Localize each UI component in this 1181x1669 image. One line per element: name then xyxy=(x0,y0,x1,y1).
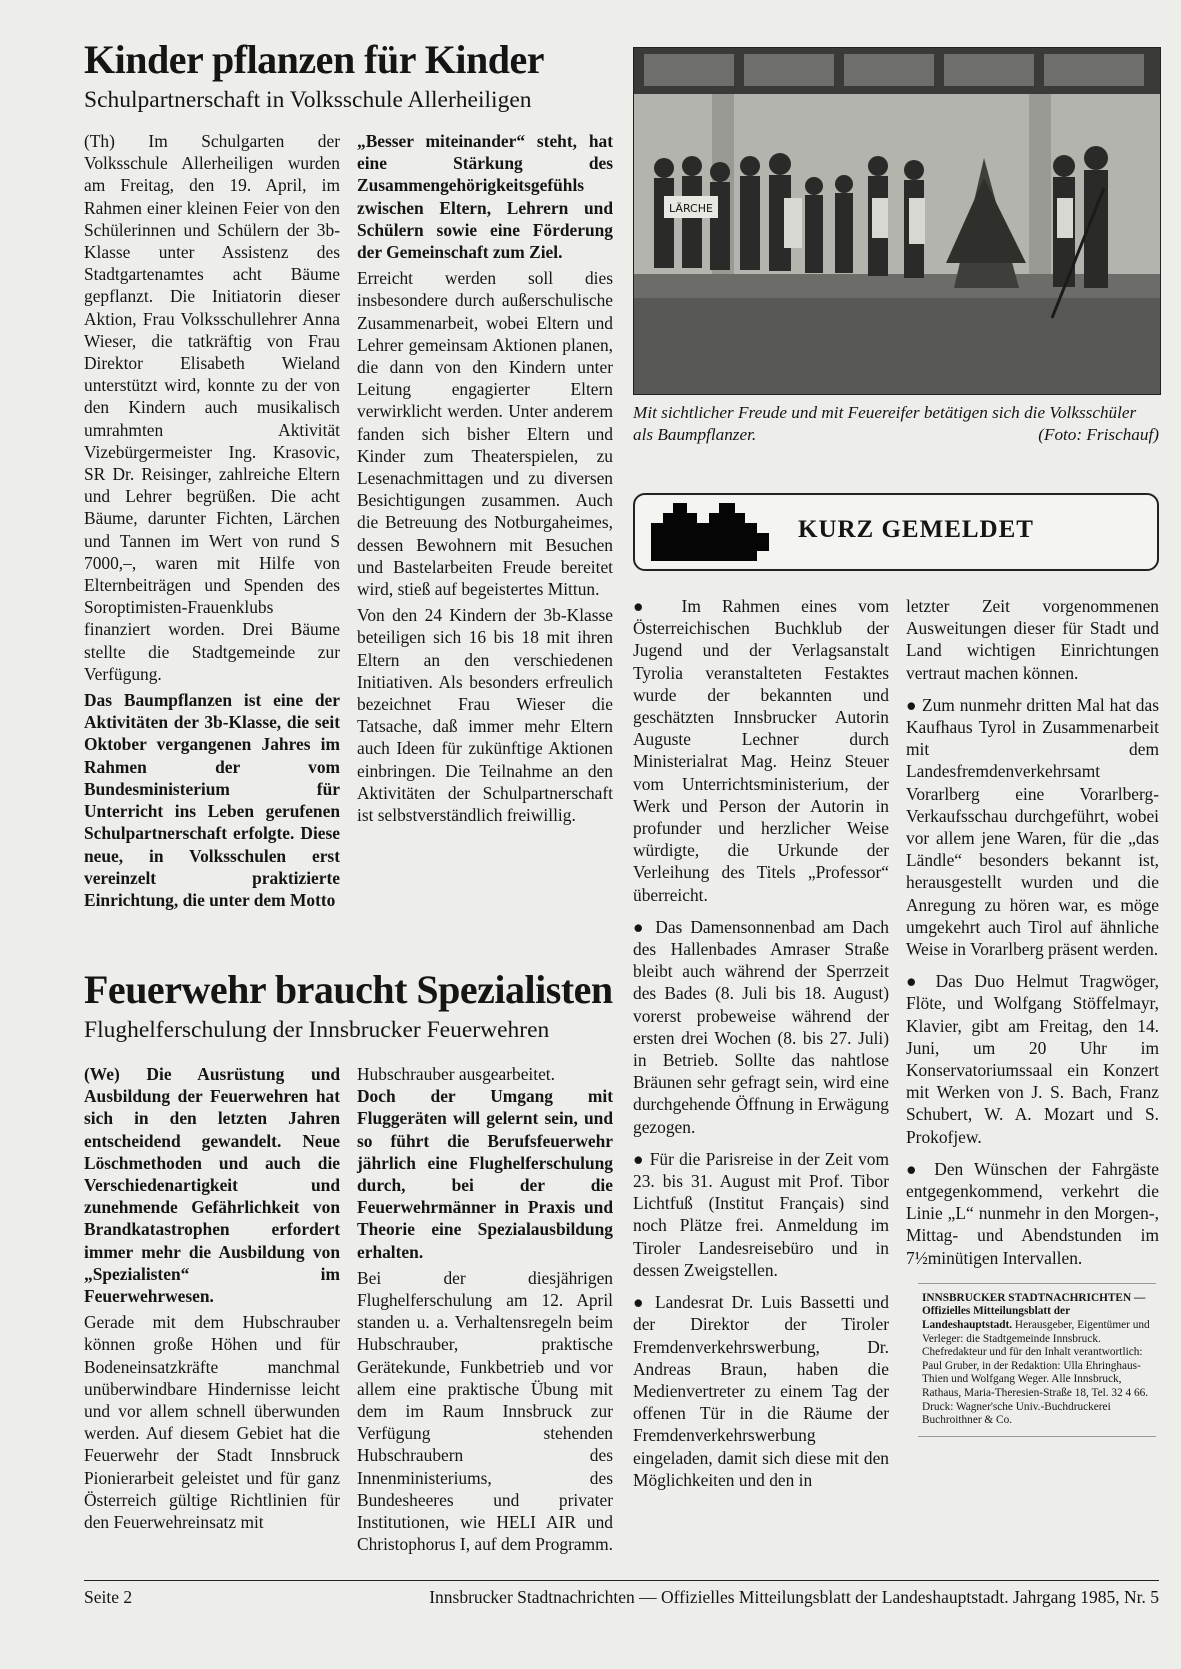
paragraph: (Th) Im Schulgarten der Volksschule Allerheiligen wurden am Freitag, den 19. April, im Rahmen einer kleinen Feier von den Schülerinnen und Schülern der 3b-Klasse unter Assistenz des Stadtgartenamtes acht Bäume gepflanzt. Die Initiatorin dieser Aktion, Frau Volksschullehrer Anna Wieser, die tatkräftig von Frau Direktor Elisabeth Wieland unterstützt wird, konnte zu der von den Kindern auch musikalisch umrahmten Aktivität Vizebürgermeister Ing. Krasovic, SR Dr. Reisinger, zahlreiche Eltern und Lehrer begrüßen. Die acht Bäume, darunter Fichten, Lärchen und Tannen im Wert von rund S 7000,–, waren mit Hilfe von Elternbeiträgen und Spenden des Soroptimisten-Frauenklubs finanziert worden. Drei Bäume stellte die Stadtgemeinde zur Verfügung. xyxy=(84,131,340,684)
kurz-item-text: Für die Parisreise in der Zeit vom 23. bis 31. August mit Prof. Tibor Lichtfuß (Institut Français) sind noch Plätze frei. Anmeldung im Tiroler Landesreisebüro und in dessen Zweigstellen. xyxy=(633,1148,889,1280)
kurz-column xyxy=(906,595,1159,1437)
kurz-item-text: Im Rahmen eines vom Österreichischen Buchklub der Jugend und der Verlagsanstalt Tyrolia veranstalteten Festaktes wurde der bekannten und geschätzten Innsbrucker Autorin Auguste Lechner durch Ministerialrat Mag. Heinz Steuer vom Unterrichtsministerium, der Werk und Person der Autorin in profunder und herzlicher Weise würdigte, die Urkunde der Verleihung des Titels „Professor“ überreicht. xyxy=(633,596,889,905)
impressum-title: INNSBRUCKER STADTNACHRICHTEN — Offizielles Mitteilungsblatt der Landeshauptstadt. xyxy=(922,1291,1146,1332)
kurz-item-text: Landesrat Dr. Luis Bassetti und der Direktor der Tiroler Fremdenverkehrswerbung, Dr. Andreas Braun, haben die Medienvertreter zu einem Tag der offenen Tür in die Räume der Fremdenverkehrswerbung eingeladen, damit sich diese mit den Möglichkeiten und den in xyxy=(633,1292,889,1490)
bullet-icon: ● xyxy=(906,971,924,992)
bullet-icon: ● xyxy=(906,1158,924,1179)
paragraph-bold: Doch der Umgang mit Fluggeräten will gelernt sein, und so führt die Berufsfeuerwehr jährlich eine Flughelferschulung durch, bei der die Feuerwehrmänner in Praxis und Theorie eine Spezialausbildung erhalten. xyxy=(357,1086,613,1262)
article-column xyxy=(357,1063,613,1559)
impressum-text: Herausgeber, Eigentümer und Verleger: die Stadtgemeinde Innsbruck. Chefredakteur und für den Inhalt verantwortlich: Paul Gruber, in der Redaktion: Ulla Ehringhaus-Thien und Wolfgang Weger. Alle Innsbruck, Rathaus, Maria-Theresien-Straße 18, Tel. 32 4 66. Druck: Wagner'sche Univ.-Buchdruckerei Buchroithner & Co. xyxy=(922,1319,1150,1427)
paragraph: Gerade mit dem Hubschrauber können große Höhen und für Bodeneinsatzkräfte manchmal unüberwindbare Hindernisse leicht und vor allem schnell überwunden werden. Auf diesem Gebiet hat die Feuerwehr der Stadt Innsbruck Pionierarbeit geleistet und für ganz Österreich gültige Richtlinien für den Feuerwehreinsatz mit xyxy=(84,1312,340,1533)
article-title: Kinder pflanzen für Kinder xyxy=(84,37,545,82)
footer-rule xyxy=(84,1580,1159,1581)
impressum xyxy=(918,1283,1156,1437)
paragraph: Bei der diesjährigen Flughelferschulung am 12. April standen u. a. Verhaltensregeln beim Hubschrauber, praktische Gerätekunde, Funkbetrieb und vor allem eine praktische Übung mit dem im Raum Innsbruck zur Verfügung stehenden Hubschraubern des Innenministeriums, des Bundesheeres und privater Institutionen, wie HELI AIR und Christophorus I, auf dem Programm. xyxy=(357,1267,613,1555)
kurz-item xyxy=(906,970,1159,1148)
photo-caption xyxy=(633,402,1159,446)
caption-text: Mit sichtlicher Freude und mit Feuereifer betätigen sich die Volksschüler als Baumpflanzer. xyxy=(633,403,1137,444)
bullet-icon: ● xyxy=(633,1148,645,1169)
paragraph-bold: (We) Die Ausrüstung und Ausbildung der Feuerwehren hat sich in den letzten Jahren entscheidend gewandelt. Neue Löschmethoden und auch die Verschiedenartigkeit und zunehmende Gefährlichkeit von Brandkatastrophen erfordert immer mehr die Ausbildung von „Spezialisten“ im Feuerwehrwesen. xyxy=(84,1064,340,1307)
newspaper-logo-icon xyxy=(651,501,769,563)
article-column xyxy=(357,130,613,830)
kurz-column xyxy=(633,595,889,1495)
sign-text: LÄRCHE xyxy=(669,202,713,215)
kurz-item xyxy=(906,1158,1159,1269)
article-subtitle: Flughelferschulung der Innsbrucker Feuerwehren xyxy=(84,1017,550,1043)
kurz-item-text: Das Damensonnenbad am Dach des Hallenbades Amraser Straße bleibt auch während der Sperrzeit des Bades (8. Juli bis 18. August) vorerst probeweise während der ersten drei Wochen (8. bis 27. Juli) in Betrieb. Sollte das nahtlose Bräunen sehr gefragt sein, wird eine durchgehende Öffnung in Erwägung gezogen. xyxy=(633,916,890,1137)
kurz-item xyxy=(633,1148,889,1281)
paragraph: Hubschrauber ausgearbeitet. xyxy=(357,1064,555,1084)
page-number: Seite 2 xyxy=(84,1587,133,1607)
kurz-item xyxy=(906,694,1159,960)
paragraph-bold: „Besser miteinander“ steht, hat eine Stärkung des Zusammengehörigkeitsgefühls zwischen Eltern, Lehrern und Schülern sowie eine Förderung der Gemeinschaft zum Ziel. xyxy=(357,131,613,263)
article-column xyxy=(84,130,340,915)
kurz-item xyxy=(633,595,889,906)
news-photo xyxy=(633,47,1161,395)
article-column xyxy=(84,1063,340,1537)
kurz-item xyxy=(633,916,889,1138)
kurz-item-continued: letzter Zeit vorgenommenen Ausweitungen dieser für Stadt und Land wichtigen Einrichtungen vertraut machen können. xyxy=(906,596,1159,683)
kurz-item xyxy=(633,1291,889,1491)
footer-publication: Innsbrucker Stadtnachrichten — Offizielles Mitteilungsblatt der Landeshauptstadt. Jahrgang 1985, Nr. 5 xyxy=(429,1587,1159,1607)
kurz-item-text: Zum nunmehr dritten Mal hat das Kaufhaus Tyrol in Zusammenarbeit mit dem Landesfremdenverkehrsamt Vorarlberg eine Vorarlberg-Verkaufsschau durchgeführt, wobei vor allem jene Waren, für die „das Ländle“ besonders bekannt ist, herausgestellt wurden und die Anregung zu hören war, es möge umgekehrt auch Tirol auf ähnliche Weise in Vorarlberg präsent werden. xyxy=(906,694,1159,960)
paragraph-bold: Das Baumpflanzen ist eine der Aktivitäten der 3b-Klasse, die seit Oktober vergangenen Jahres im Rahmen der vom Bundesministerium für Unterricht ins Leben gerufenen Schulpartnerschaft erfolgte. Diese neue, in Volksschulen erst vereinzelt praktizierte Einrichtung, die unter dem Motto xyxy=(84,690,340,910)
kurz-gemeldet-title: KURZ GEMELDET xyxy=(798,516,1034,543)
paragraph: Erreicht werden soll dies insbesondere durch außerschulische Zusammenarbeit, wobei Eltern und Lehrer gemeinsam Aktionen planen, die dann von den Kindern unter Leitung engagierter Eltern verwirklicht werden. Unter anderem fanden sich bisher Eltern und Kinder zum Theaterspielen, zu Lesenachmittagen und zu diversen Besichtigungen zusammen. Auch die Betreuung des Notburgaheimes, dessen Bewohnern mit Besuchen und Bastelarbeiten Freude bereitet wird, stieß auf begeistertes Mittun. xyxy=(357,268,613,600)
article-subtitle: Schulpartnerschaft in Volksschule Allerheiligen xyxy=(84,87,532,113)
kurz-item-text: Das Duo Helmut Tragwöger, Flöte, und Wolfgang Stöffelmayr, Klavier, gibt am Freitag, den 14. Juni, um 20 Uhr im Konservatoriumssaal ein Konzert mit Werken von J. S. Bach, Franz Schubert, W. A. Mozart und S. Prokofjew. xyxy=(906,971,1159,1147)
paragraph: Von den 24 Kindern der 3b-Klasse beteiligen sich 16 bis 18 mit ihren Eltern an den verschiedenen Initiativen. Als besonders erfreulich bezeichnet Frau Wieser die Tatsache, daß immer mehr Eltern auch Ideen für zukünftige Aktionen einbringen. Die Teilnahme an den Aktivitäten der Schulpartnerschaft ist selbstverständlich freiwillig. xyxy=(357,605,613,826)
bullet-icon: ● xyxy=(633,916,648,937)
bullet-icon: ● xyxy=(633,1292,648,1313)
kurz-gemeldet-header xyxy=(633,493,1159,571)
bullet-icon: ● xyxy=(906,694,918,715)
article-title: Feuerwehr braucht Spezialisten xyxy=(84,967,613,1012)
kurz-item-text: Den Wünschen der Fahrgäste entgegenkommend, verkehrt die Linie „L“ nunmehr in den Morgen-, Mittag- und Abendstunden im 7½minütigen Intervallen. xyxy=(906,1158,1159,1268)
children-planting-trees-image xyxy=(634,48,1160,394)
bullet-icon: ● xyxy=(633,596,661,616)
photo-credit: (Foto: Frischauf) xyxy=(1038,425,1159,444)
